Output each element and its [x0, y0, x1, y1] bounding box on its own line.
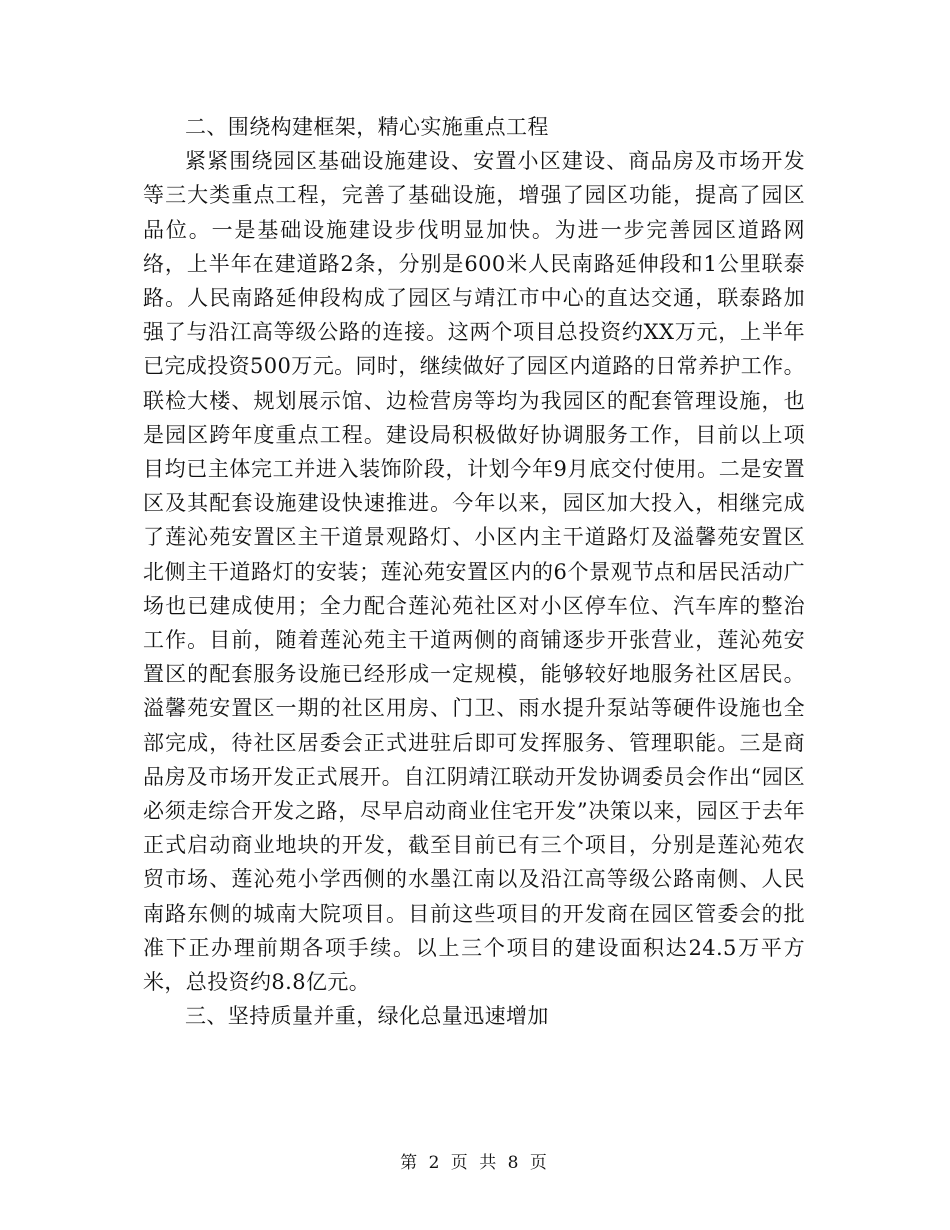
section-heading-3: 三、坚持质量并重，绿化总量迅速增加: [185, 1004, 549, 1029]
section-paragraph: 紧紧围绕园区基础设施建设、安置小区建设、商品房及市场开发等三大类重点工程，完善了基础设施，增强了园区功能，提高了园区品位。一是基础设施建设步伐明显加快。为进一步完善园区道路网络，上半年在建道路2条，分别是600米人民南路延伸段和1公里联泰路。人民南路延伸段构成了园区与靖江市中心的直达交通，联泰路加强了与沿江高等级公路的连接。这两个项目总投资约XX万元，上半年已完成投资500万元。同时，继续做好了园区内道路的日常养护工作。联检大楼、规划展示馆、边检营房等均为我园区的配套管理设施，也是园区跨年度重点工程。建设局积极做好协调服务工作，目前以上项目均已主体完工并进入装饰阶段，计划今年9月底交付使用。二是安置区及其配套设施建设快速推进。今年以来，园区加大投入，相继完成了莲沁苑安置区主干道景观路灯、小区内主干道路灯及溢馨苑安置区北侧主干道路灯的安装；莲沁苑安置区内的6个景观节点和居民活动广场也已建成使用；全力配合莲沁苑社区对小区停车位、汽车库的整治工作。目前，随着莲沁苑主干道两侧的商铺逐步开张营业，莲沁苑安置区的配套服务设施已经形成一定规模，能够较好地服务社区居民。溢馨苑安置区一期的社区用房、门卫、雨水提升泵站等硬件设施也全部完成，待社区居委会正式进驻后即可发挥服务、管理职能。三是商品房及市场开发正式展开。自江阴靖江联动开发协调委员会作出“园区必须走综合开发之路，尽早启动商业住宅开发”决策以来，园区于去年正式启动商业地块的开发，截至目前已有三个项目，分别是莲沁苑农贸市场、莲沁苑小学西侧的水墨江南以及沿江高等级公路南侧、人民南路东侧的城南大院项目。目前这些项目的开发商在园区管委会的批准下正办理前期各项手续。以上三个项目的建设面积达24.5万平方米，总投资约8.8亿元。: [143, 149, 805, 995]
document-body: [143, 110, 805, 1033]
page-number-footer: 第 2 页 共 8 页: [400, 1153, 550, 1173]
section-heading-2: 二、围绕构建框架，精心实施重点工程: [185, 115, 549, 139]
